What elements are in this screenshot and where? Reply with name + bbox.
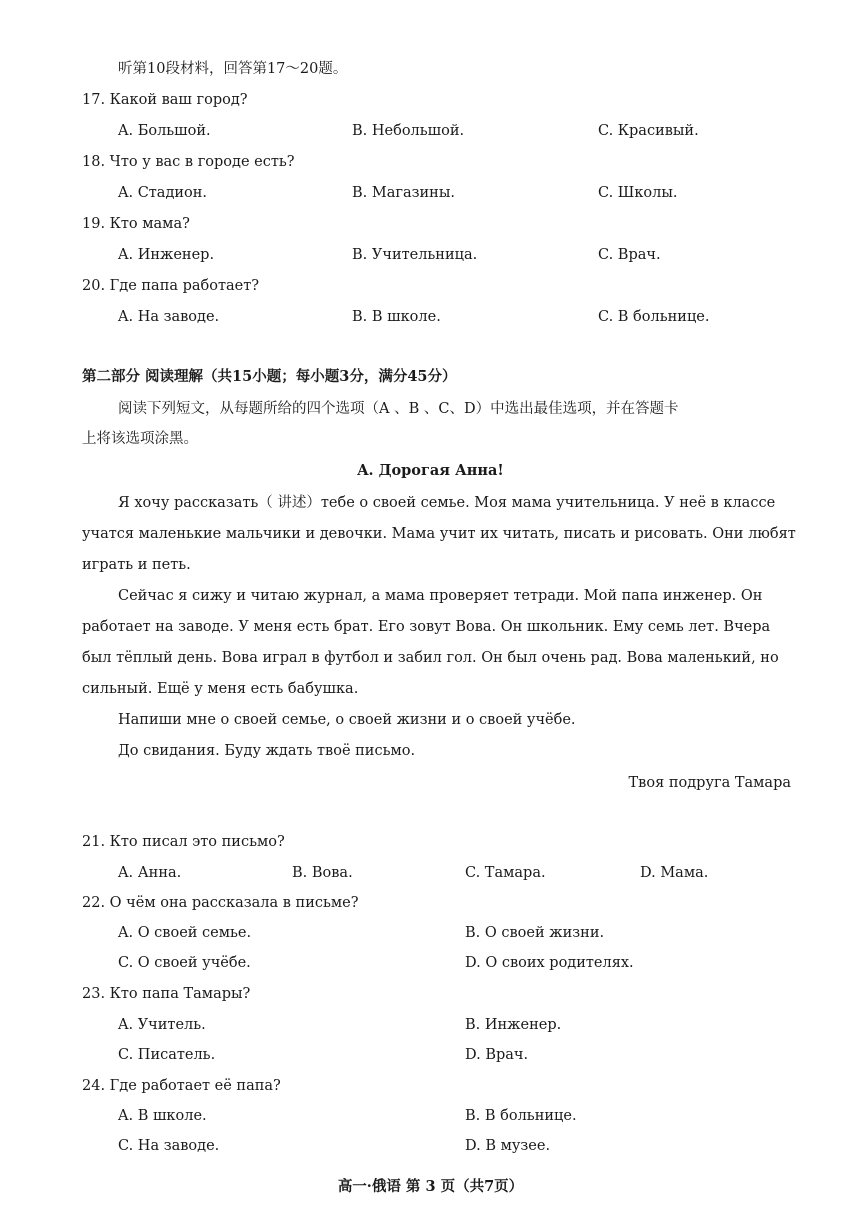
- option-24-b: B. В больнице.: [465, 1108, 577, 1124]
- option-23-a: A. Учитель.: [118, 1017, 206, 1033]
- option-22-c: C. О своей учёбе.: [118, 955, 251, 971]
- option-20-a: A. На заводе.: [118, 309, 220, 325]
- option-19-b: B. Учительница.: [352, 247, 478, 263]
- letter-line: Сейчас я сижу и читаю журнал, а мама проверяет тетради. Мой папа инженер. Он: [118, 588, 763, 604]
- letter-signature: Твоя подруга Тамара: [628, 775, 791, 791]
- question-23: 23. Кто папа Тамары?: [82, 986, 251, 1002]
- letter-line: До свидания. Буду ждать твоё письмо.: [118, 743, 416, 759]
- option-17-b: B. Небольшой.: [352, 123, 465, 139]
- letter-line: Я хочу рассказать（ 讲述）тебе о своей семье. Моя мама учительница. У неё в классе: [118, 495, 776, 511]
- option-18-a: A. Стадион.: [118, 185, 208, 201]
- question-21: 21. Кто писал это письмо?: [82, 834, 285, 850]
- option-17-a: A. Большой.: [118, 123, 211, 139]
- question-18: 18. Что у вас в городе есть?: [82, 154, 295, 170]
- letter-line: сильный. Ещё у меня есть бабушка.: [82, 681, 359, 697]
- question-17: 17. Какой ваш город?: [82, 92, 248, 108]
- option-22-b: B. О своей жизни.: [465, 925, 605, 941]
- part2-instructions-line1: 阅读下列短文，从每题所给的四个选项（A 、B 、C、D）中选出最佳选项，并在答题卡: [118, 401, 679, 417]
- letter-heading: A. Дорогая Анна!: [357, 462, 504, 479]
- option-21-c: C. Тамара.: [465, 865, 546, 881]
- listening-header: 听第10段材料，回答第17～20题。: [118, 61, 348, 77]
- option-24-a: A. В школе.: [118, 1108, 207, 1124]
- letter-line: работает на заводе. У меня есть брат. Его зовут Вова. Он школьник. Ему семь лет. Вчера: [82, 619, 771, 635]
- question-19: 19. Кто мама?: [82, 216, 190, 232]
- option-21-a: A. Анна.: [118, 865, 182, 881]
- option-24-c: C. На заводе.: [118, 1138, 220, 1154]
- question-24: 24. Где работает её папа?: [82, 1078, 281, 1094]
- option-21-d: D. Мама.: [640, 865, 709, 881]
- option-18-c: C. Школы.: [598, 185, 678, 201]
- part2-instructions-line2: 上将该选项涂黑。: [82, 431, 198, 447]
- option-23-d: D. Врач.: [465, 1047, 529, 1063]
- option-19-c: C. Врач.: [598, 247, 661, 263]
- option-23-b: B. Инженер.: [465, 1017, 562, 1033]
- letter-line: учатся маленькие мальчики и девочки. Мама учит их читать, писать и рисовать. Они любят: [82, 526, 796, 542]
- letter-line: Напиши мне о своей семье, о своей жизни и о своей учёбе.: [118, 712, 576, 728]
- part2-title: 第二部分 阅读理解（共15小题；每小题3分，满分45分）: [82, 368, 457, 385]
- option-22-a: A. О своей семье.: [118, 925, 252, 941]
- option-20-c: C. В больнице.: [598, 309, 710, 325]
- page-footer: 高一·俄语 第 3 页（共7页）: [337, 1178, 524, 1195]
- letter-line: был тёплый день. Вова играл в футбол и забил гол. Он был очень рад. Вова маленький, но: [82, 650, 779, 666]
- option-17-c: C. Красивый.: [598, 123, 699, 139]
- option-23-c: C. Писатель.: [118, 1047, 216, 1063]
- letter-line: играть и петь.: [82, 557, 191, 573]
- option-21-b: B. Вова.: [292, 865, 353, 881]
- question-20: 20. Где папа работает?: [82, 278, 260, 294]
- option-22-d: D. О своих родителях.: [465, 955, 634, 971]
- option-18-b: B. Магазины.: [352, 185, 455, 201]
- option-19-a: A. Инженер.: [118, 247, 215, 263]
- option-20-b: B. В школе.: [352, 309, 441, 325]
- question-22: 22. О чём она рассказала в письме?: [82, 895, 359, 911]
- option-24-d: D. В музее.: [465, 1138, 551, 1154]
